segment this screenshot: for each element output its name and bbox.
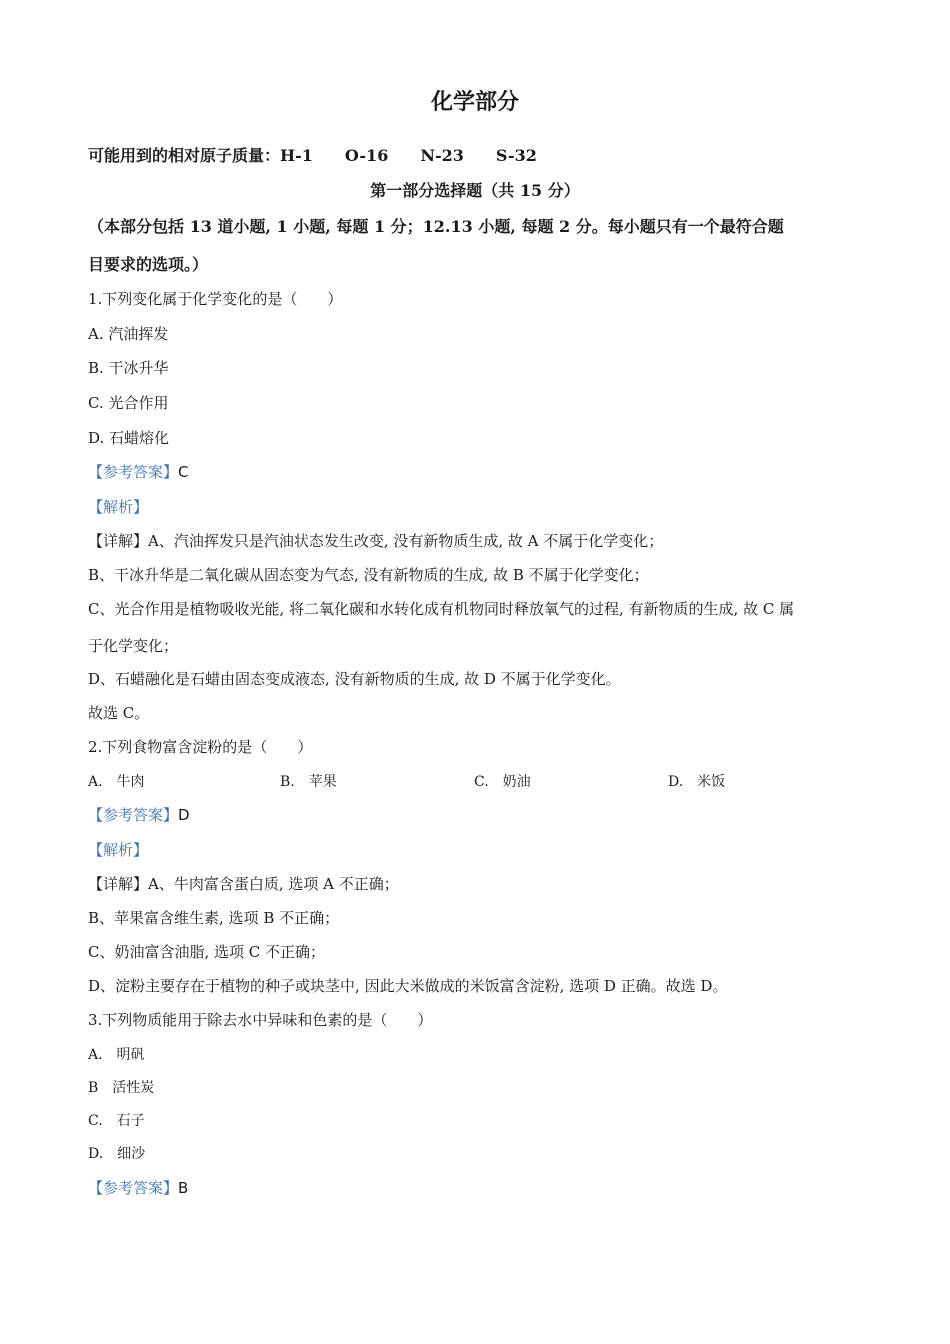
answer-label: 【参考答案】 — [88, 463, 179, 481]
question-1-detail-2: B、干冰升华是二氧化碳从固态变为气态, 没有新物质的生成, 故 B 不属于化学变化； — [88, 566, 649, 584]
question-1-analysis-label: 【解析】 — [88, 498, 149, 516]
part1-title: 第一部分选择题（共 15 分） — [370, 181, 580, 200]
question-1-option-d: D. 石蜡熔化 — [88, 429, 170, 447]
question-1-detail-1: 【详解】A、汽油挥发只是汽油状态发生改变, 没有新物质生成, 故 A 不属于化学变化； — [88, 532, 664, 550]
question-1-detail-5: D、石蜡融化是石蜡由固态变成液态, 没有新物质的生成, 故 D 不属于化学变化。 — [88, 670, 621, 688]
question-3-option-d: D. 细沙 — [88, 1146, 146, 1162]
part1-note-line1: （本部分包括 13 道小题, 1 小题, 每题 1 分；12.13 小题, 每题 2 分。每小题只有一个最符合题 — [88, 217, 784, 236]
answer-label: 【参考答案】 — [88, 1179, 179, 1197]
question-2-option-d: D. 米饭 — [668, 774, 726, 790]
question-3-stem: 3.下列物质能用于除去水中异味和色素的是（ ） — [88, 1011, 433, 1029]
question-2-detail-1: 【详解】A、牛肉富含蛋白质, 选项 A 不正确； — [88, 875, 399, 893]
question-2-option-a: A. 牛肉 — [88, 774, 145, 790]
part1-note-line2: 目要求的选项。） — [88, 255, 209, 274]
question-3-option-a: A. 明矾 — [88, 1047, 145, 1063]
page-title: 化学部分 — [430, 90, 519, 115]
question-2-detail-4: D、淀粉主要存在于植物的种子或块茎中, 因此大米做成的米饭富含淀粉, 选项 D 正确。故选 D。 — [88, 977, 728, 995]
question-3-answer — [88, 1178, 188, 1198]
question-2-stem: 2.下列食物富含淀粉的是（ ） — [88, 738, 313, 756]
question-1-answer — [88, 462, 189, 482]
question-2-option-b: B. 苹果 — [280, 774, 337, 790]
question-3-option-b: B 活性炭 — [88, 1080, 155, 1096]
question-2-detail-2: B、苹果富含维生素, 选项 B 不正确； — [88, 909, 340, 927]
answer-value: C — [178, 463, 189, 481]
question-2-option-c: C. 奶油 — [474, 774, 531, 790]
answer-value: B — [178, 1179, 189, 1197]
question-2-answer — [88, 805, 190, 825]
question-1-detail-3: C、光合作用是植物吸收光能, 将二氧化碳和水转化成有机物同时释放氧气的过程, 有新物质的生成, 故 C 属 — [88, 600, 795, 618]
question-1-stem: 1.下列变化属于化学变化的是（ ） — [88, 290, 343, 308]
question-1-option-b: B. 干冰升华 — [88, 359, 169, 377]
question-1-option-a: A. 汽油挥发 — [88, 325, 169, 343]
question-3-option-c: C. 石子 — [88, 1113, 145, 1129]
atomic-mass-line: 可能用到的相对原子质量：H-1 O-16 N-23 S-32 — [88, 146, 537, 165]
question-1-detail-4: 于化学变化； — [88, 637, 179, 655]
question-1-option-c: C. 光合作用 — [88, 394, 169, 412]
question-2-options — [88, 772, 788, 792]
answer-label: 【参考答案】 — [88, 806, 179, 824]
question-2-analysis-label: 【解析】 — [88, 841, 149, 859]
question-1-detail-6: 故选 C。 — [88, 704, 150, 722]
answer-value: D — [178, 806, 190, 824]
question-2-detail-3: C、奶油富含油脂, 选项 C 不正确； — [88, 943, 326, 961]
